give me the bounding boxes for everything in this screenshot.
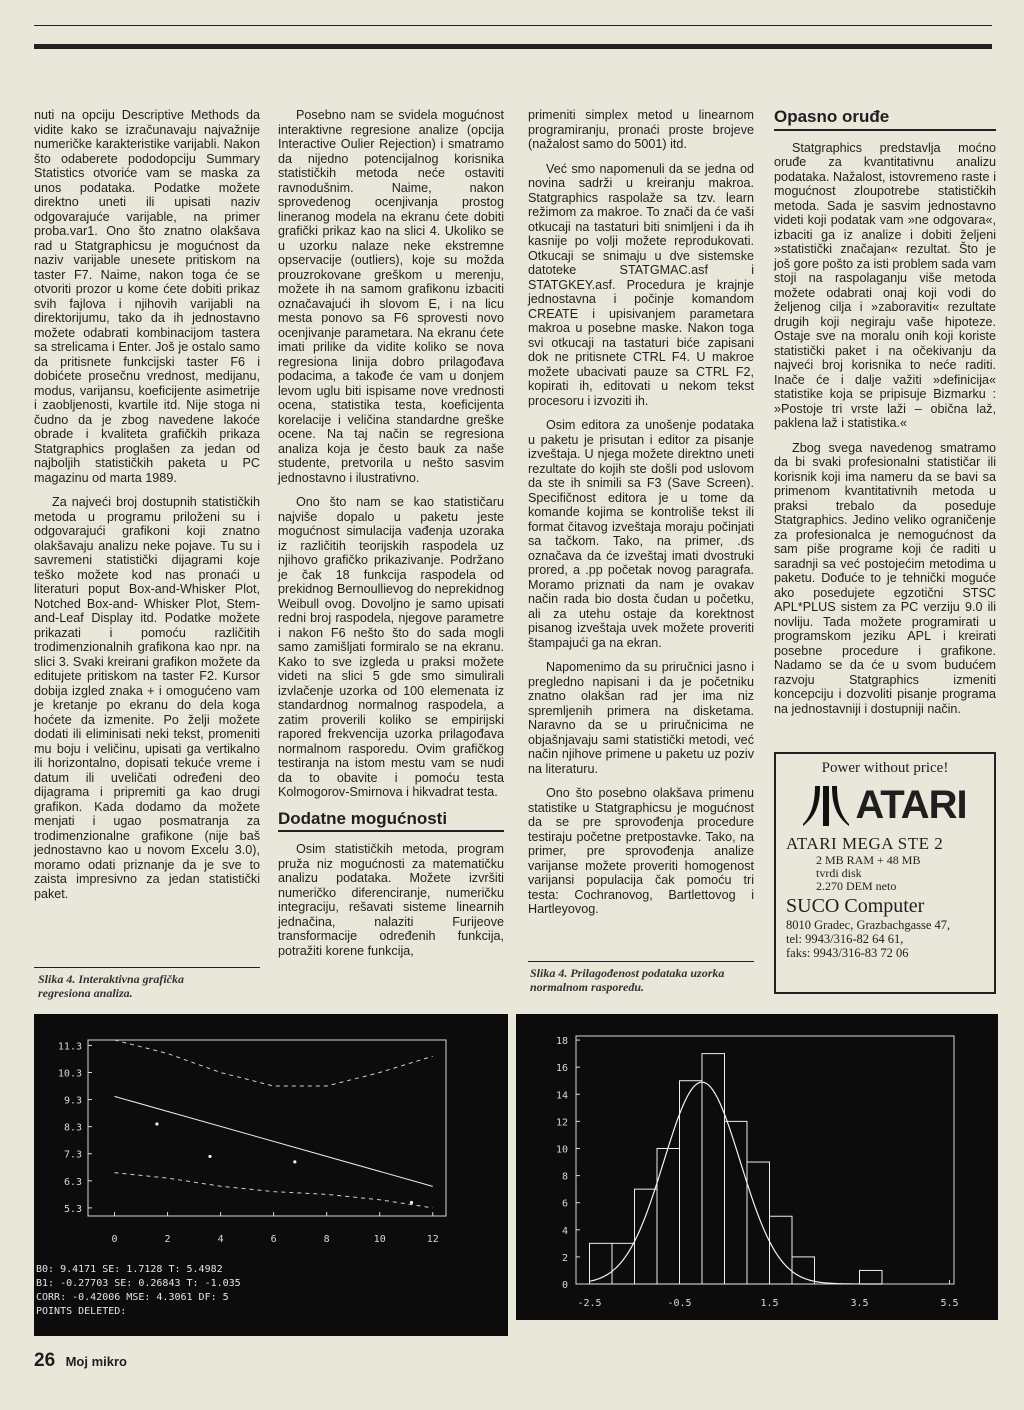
data-point [293, 1160, 296, 1163]
y-tick-label: 18 [555, 1036, 568, 1048]
ad-company: SUCO Computer [786, 895, 925, 917]
y-tick-label: 11.3 [57, 1041, 82, 1053]
ad-address: 8010 Gradec, Grazbachgasse 47, [786, 918, 951, 932]
y-tick-label: 5.3 [63, 1203, 82, 1215]
histogram-bar [747, 1162, 770, 1284]
regression-line [115, 1096, 433, 1186]
y-tick-label: 12 [555, 1117, 568, 1129]
histogram-bar [860, 1270, 883, 1284]
y-tick-label: 16 [555, 1063, 568, 1075]
ad-address: tel: 9943/316-82 64 61, [786, 932, 904, 946]
data-point [208, 1155, 211, 1158]
ad-spec: 2.270 DEM neto [816, 879, 897, 893]
article-column-2 [278, 108, 504, 968]
regression-screenshot [34, 1014, 508, 1336]
article-column-3 [528, 108, 754, 927]
y-tick-label: 6.3 [63, 1176, 82, 1188]
y-tick-label: 6 [561, 1198, 568, 1210]
y-tick-label: 4 [561, 1225, 568, 1237]
x-tick-label: 2 [164, 1234, 171, 1245]
top-rule-thin [34, 25, 992, 26]
y-tick-label: 8.3 [63, 1122, 82, 1134]
paragraph: Posebno nam se svidela mogućnost interaktivne regresione analize (opcija Interactive Oulier Rejection) i smatramo da nijedno potencijalnog korisnika statističkih metoda neće ostaviti ravnodušnim. Naime, nakon sprovedenog ocenjivanja prostog lineranog modela na ekranu ćete dobiti grafički prikaz kao na slici 4. Ukoliko se u uzorku nalaze neke ekstremne opservacije (outliers), koje su možda prouzrokovane greškom u merenju, možete ih na samom grafikonu izbaciti označavajući ih slovom E, i na licu mesta ponovo sa F6 sprovesti novo ocenjivanje parametara. Na ekranu ćete imati prilike da vidite koliko se nova regresiona linija dobro prilagođava podacima, a takođe će vam u donjem levom uglu biti ispisame nove vrednosti ocena, statistika testa, koeficijenta korelacije i veličina standardne greške ocene. Na taj način se regresiona analiza koja je često bauk za naše studente, pretvorila u nešto sasvim jednostavno i ilustrativno. [278, 108, 504, 485]
y-tick-label: 7.3 [63, 1149, 82, 1161]
top-rule-thick [34, 44, 992, 49]
regression-plot [34, 1014, 508, 1336]
x-tick-label: 12 [426, 1234, 439, 1245]
y-tick-label: 2 [561, 1252, 568, 1264]
caption-rule [34, 967, 260, 968]
paragraph: Ono što posebno olakšava primenu statistike u Statgraphicsu je mogućnost da se pre sprovođenja procedure testiraju početne pretpostavke. Tako, na primer, pre sprovođenja analize varijanse možete proveriti homogenost varijansi populacija čak pomoću tri testa: Cochranovog, Bartlettovog i Hartleyovog. [528, 786, 754, 916]
atari-advertisement [774, 752, 996, 994]
paragraph: nuti na opciju Descriptive Methods da vidite kako se izračunavaju najvažnije numeričke karakteristike varijabli. Nakon što odaberete pododopciju Summary Statistics otvoriće vam se maska za unos podataka. Podatke možete direktno uneti ili upisati naziv odgovarajuće varijable, na primer proba.var1. Ono što znatno olakšava rad u Statgraphicsu je mogućnost da naziv varijable unesete pritiskom na taster F7. Naime, nakon toga će se otvoriti prozor u kome ćete dobiti prikaz svih fajlova i njihovih varijabli na direktorijumu, tako da ih jednostavno možete odabrati kombinacijom tastera sa strelicama i Enter. Još je ostalo samo da pritisnete funkcijski taster F6 i dobićete prosečnu vrednost, medijanu, modus, varijansu, koeficijente asimetrije i zaobljenosti, kvartile itd. Nije stoga ni čudno da je zbog navedene lakoće obrade i kvaliteta grafičkih prikaza Statgraphics proglašen za jedan od najboljih statističkih paketa u PC magazinu od marta 1989. [34, 108, 260, 485]
x-tick-label: 3.5 [850, 1298, 869, 1309]
histogram-screenshot [516, 1014, 998, 1320]
regression-stat-line: POINTS DELETED: [36, 1306, 127, 1317]
histogram-bar [680, 1081, 703, 1284]
magazine-name: Moj mikro [65, 1354, 127, 1369]
caption-rule [528, 961, 754, 962]
x-tick-label: -0.5 [667, 1298, 692, 1309]
paragraph: Osim editora za unošenje podataka u paketu je prisutan i editor za pisanje izveštaja. U njega možete direktno uneti rezultate do kojih ste došli pod uslovom da ste ih snimili sa F3 (Save Screen). Specifičnost editora je u tome da komande kojima se kontroliše tekst ili format čitavog izveštaja moraju počinjati sa tačkom. Tako, na primer, .ds označava da će izveštaj imati dvostruki prored, a .pp početak novog paragrafa. Moramo priznati da nam je ovakav način rada bio dosta čudan u početku, ali za utehu ostaje da korektnost pisanog izveštaja uvek možete proveriti štampajući ga na ekran. [528, 418, 754, 650]
histogram-bar [612, 1243, 635, 1284]
x-tick-label: 0 [111, 1234, 118, 1245]
paragraph: Napomenimo da su priručnici jasno i pregledno napisani i da je početniku znatno olakšan rad jer ima niz spremljenih primera na disketama. Naravno da se u priručnicima ne objašnjavaju sami statistički metodi, već način njihove primene u paketu uz poziv na literaturu. [528, 660, 754, 776]
y-tick-label: 10 [555, 1144, 568, 1156]
confidence-band-lower [115, 1173, 433, 1208]
figure-caption-right: Slika 4. Prilagođenost podataka uzorka normalnom rasporedu. [530, 966, 725, 994]
y-tick-label: 9.3 [63, 1095, 82, 1107]
paragraph: Zbog svega navedenog smatramo da bi svaki profesionalni statističar ili korisnik koji ima nameru da se bavi sa primenom kvantitativnih metoda u praksi trebalo da poseduje Statgraphics. Jedino veliko ograničenje za profesionalca je nemogućnost da sam piše programe koji će raditi u saradnji sa već postojećim metodima u paketu. Dođuće to je tehnički moguće ako posedujete egzotični STSC APL*PLUS sistem za PC verziju 9.0 ili novliju. Tada možete programirati u programskom jeziku APL i kreirati posebne procedure i grafikone. Nadamo se da će u svom budućem razvoju Statgraphics izmeniti koncepciju i dozvoliti pisanje programa na jednostavniji i dostupniji način. [774, 440, 996, 716]
x-tick-label: -2.5 [577, 1298, 602, 1309]
data-point [155, 1122, 158, 1125]
ad-spec: 2 MB RAM + 48 MB [816, 853, 921, 867]
article-column-4 [774, 108, 996, 726]
paragraph: Osim statističkih metoda, program pruža niz mogućnosti za matematičku analizu podataka. Možete izvršiti numeričko diferenciranje, numeričku integraciju, rešavati sisteme linearnih jednačina, nalaziti Furijeove transformacije određenih funkcija, potražiti korene funkcija, [278, 842, 504, 958]
atari-logo [786, 783, 984, 828]
histogram-bar [635, 1189, 658, 1284]
histogram-bar [702, 1054, 725, 1284]
ad-spec: tvrdi disk [816, 866, 862, 880]
data-point [410, 1201, 413, 1204]
x-tick-label: 4 [217, 1234, 224, 1245]
ad-address: faks: 9943/316-83 72 06 [786, 946, 909, 960]
y-tick-label: 14 [555, 1090, 568, 1102]
ad-tagline: Power without price! [821, 760, 949, 776]
paragraph: Već smo napomenuli da se jedna od novina sadrži u kreiranju makroa. Statgraphics raspolaže sa tzv. learn režimom za makroe. To znači da će vaši otkucaji na tastaturi biti snimljeni i da ih kasnije po volji možete reprodukovati. Otkucaji se snimaju u dve sistemske datoteke STATGMAC.asf i STATGKEY.asf. Procedura je krajnje jednostavna i počinje komandom CREATE i upisivanjem parametara makroa u posebne maske. Nakon toga svi otkucaji na tastaturi biće zapisani dok ne pritisnete CTRL F4. U makroe možete ubacivati pauze sa CTRL F2, kopirati ih, editovati u nekom tekst procesoru i izvoziti ih. [528, 161, 754, 408]
regression-stat-line: B0: 9.4171 SE: 1.7128 T: 5.4982 [36, 1264, 223, 1275]
regression-stat-line: B1: -0.27703 SE: 0.26843 T: -1.035 [36, 1278, 241, 1289]
paragraph: Za najveći broj dostupnih statističkih metoda u programu priloženi su i odgovarajući grafikoni koji znatno olakšavaju analizu neke pojave. Tu su i savremeni statistički dijagrami koje teško možete kod nas pronaći u literaturi poput Box-and-Whisker Plot, Notched Box-and- Whisker Plot, Stem-and-Leaf Display itd. Podatke možete prikazati i pomoću različitih trodimenzionalnih grafikona kao npr. na slici 3. Svaki kreirani grafikon možete da editujete pritiskom na taster F2. Kursor dobija izgled znaka + i omogućeno vam je kretanje po ekranu do dela koga hoćete da izmenite. Po želji možete dodati ili eliminisati neki tekst, promeniti mu boju i veličinu, upisati ga vertikalno ili horizontalno, dopisati tekuće vreme i datum ili uveličati određeni deo dijagrama i pripremiti ga kao drugi grafikon. Kada dodamo da možete menjati i ugao posmatranja za trodimenzionalne grafikone (nije baš jednostavno kao u novom Excelu 3.0), moramo odati priznanje da je sve to zaista impresivno za jedan statistički paket. [34, 495, 260, 901]
histogram-bar [770, 1216, 793, 1284]
y-tick-label: 0 [561, 1280, 568, 1291]
paragraph: Ono što nam se kao statističaru najviše dopalo u paketu jeste mogućnost simulacija vađenja uzoraka iz različitih teorijskih raspodela uz njihovo grafičko prikazivanje. Podržano je čak 18 funkcija raspodela od prekidnog Bernoullievog do neprekidnog Weibull ovog. Dovoljno je samo upisati redni broj raspodela, njegove parametre i nakon F6 nešto što do sada mogli samo zamišljati formiralo se na ekranu. Kako to sve izgleda u praksi možete videti na slici 5 gde smo simulirali izvlačenje uzorka od 100 elemenata iz standardnog normalnog raspodela, a zatim proverili koliko se empirijski rapored frekvencija uzorka prilagođava normalnom rasporedu. Ovim grafičkog testiranja na istom mestu vam se nudi da to obavite i pomoću testa Kolmogorov-Smirnova i hikvadrat testa. [278, 495, 504, 799]
page-footer [34, 1350, 127, 1372]
paragraph: primeniti simplex metod u linearnom programiranju, pronaći proste brojeve (nažalost samo do 5001) itd. [528, 108, 754, 151]
normal-curve [590, 1082, 883, 1284]
plot-frame [576, 1036, 954, 1284]
ad-model: ATARI MEGA STE 2 [786, 834, 944, 853]
x-tick-label: 8 [323, 1234, 330, 1245]
regression-stat-line: CORR: -0.42006 MSE: 4.3061 DF: 5 [36, 1292, 229, 1303]
paragraph: Statgraphics predstavlja moćno oruđe za kvantitativnu analizu podataka. Nažalost, istovremeno raste i mogućnost zloupotrebe statističkih metoda. Sada je sasvim jednostavno videti koji podatak vam »ne odgovara«, izbaciti ga iz analize i dobiti željeni »statistički značajan« rezultat. Što je još gore pošto za isti problem sada vam stoji na raspolaganju više metoda možete odabrati onaj koji vodi do željenog cilja i »zaboraviti« rezultate drugih koji negiraju vaše hipoteze. Ostaje sve na moralu onih koji koriste statistički paket i na očekivanju da najveći broj korisnika to neće raditi. Inače će i dalje važiti »definicija« statistike koja se pripisuje Bizmarku : »Postoje tri vrste laži – obična laž, paklena laž i statistika.« [774, 140, 996, 430]
section-heading: Dodatne mogućnosti [278, 810, 504, 833]
plot-frame [88, 1040, 446, 1216]
histogram-plot [516, 1014, 998, 1320]
atari-fuji-icon [803, 786, 849, 826]
ad-brand: ATARI [855, 783, 967, 827]
y-tick-label: 10.3 [57, 1068, 82, 1080]
figure-caption-left: Slika 4. Interaktivna grafička regresiona analiza. [38, 972, 185, 1000]
section-heading: Opasno oruđe [774, 108, 996, 131]
confidence-band-upper [115, 1040, 433, 1086]
page-number: 26 [34, 1350, 56, 1371]
x-tick-label: 10 [373, 1234, 386, 1245]
y-tick-label: 8 [561, 1171, 568, 1183]
x-tick-label: 5.5 [940, 1298, 959, 1309]
x-tick-label: 6 [270, 1234, 277, 1245]
histogram-bar [657, 1148, 680, 1284]
x-tick-label: 1.5 [760, 1298, 779, 1309]
article-column-1 [34, 108, 260, 911]
